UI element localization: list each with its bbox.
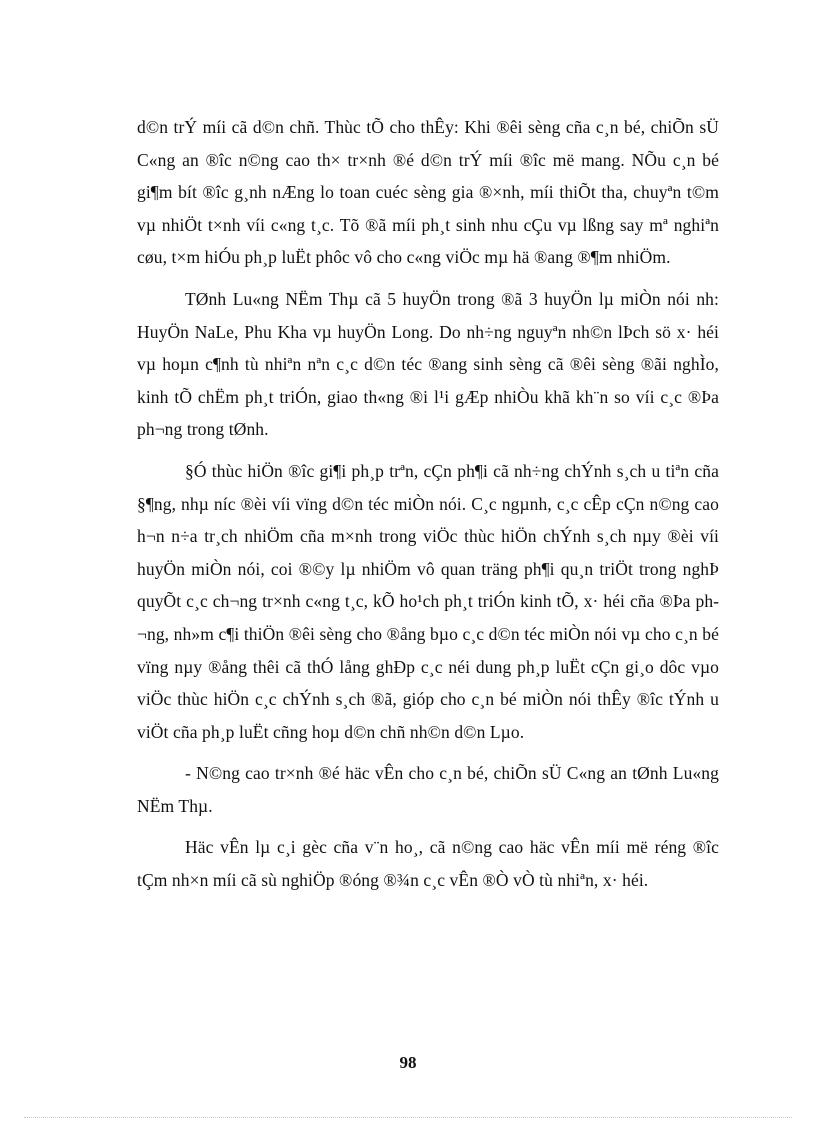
paragraph-2: TØnh Lu«ng NËm Thµ cã 5 huyÖn trong ®ã 3 huyÖn lµ miÒn nói nh: HuyÖn NaLe, Phu Kha vµ huyÖn Long. Do nh÷ng nguyªn nh©n lÞch sö x· héi vµ hoµn c¶nh tù nhiªn nªn c¸c d©n téc ®ang sinh sèng cã ®êi sèng ®ãi nghÌo, kinh tÕ chËm ph¸t triÓn, giao th«ng ®i l¹i gÆp nhiÒu khã kh¨n so víi c¸c ®Þa ph¬ng trong tØnh.	[137, 288, 719, 440]
paragraph-5: Häc vÊn lµ c¸i gèc cña v¨n ho¸, cã n©ng cao häc vÊn míi më réng ®îc tÇm nh×n míi cã sù nghiÖp ®óng ®¾n c¸c vÊn ®Ò vÒ tù nhiªn, x· héi.	[137, 837, 719, 891]
bottom-divider	[24, 1117, 792, 1118]
page-number: 98	[399, 1053, 417, 1072]
paragraph-4: - N©ng cao tr×nh ®é häc vÊn cho c¸n bé, chiÕn sÜ C«ng an tØnh Lu«ng NËm Thµ.	[137, 763, 719, 816]
body-text	[137, 111, 719, 906]
paragraph-3: §Ó thùc hiÖn ®îc gi¶i ph¸p trªn, cÇn ph¶i cã nh÷ng chÝnh s¸ch u tiªn cña §¶ng, nhµ níc ®èi víi vïng d©n téc miÒn nói. C¸c ngµnh, c¸c cÊp cÇn n©ng cao h¬n n÷a tr¸ch nhiÖm cña m×nh trong viÖc thùc hiÖn chÝnh s¸ch nµy ®èi víi huyÖn miÒn nói, coi ®©y lµ nhiÖm vô quan träng ph¶i qu¸n triÖt trong nghÞ quyÕt c¸c ch¬ng tr×nh c«ng t¸c, kÕ ho¹ch ph¸t triÓn kinh tÕ, x· héi cña ®Þa ph¬ng, nh»m c¶i thiÖn ®êi sèng cho ®ång bµo c¸c d©n téc miÒn nói vµ cho c¸n bé vïng nµy ®ång thêi cã thÓ lång ghÐp c¸c néi dung ph¸p luËt cÇn gi¸o dôc vµo viÖc thùc hiÖn c¸c chÝnh s¸ch ®ã, gióp cho c¸n bé miÒn nói thÊy ®îc tÝnh u viÖt cña ph¸p luËt cñng hoµ d©n chñ nh©n d©n Lµo.	[137, 460, 719, 742]
paragraph-1: d©n trÝ míi cã d©n chñ. Thùc tÕ cho thÊy: Khi ®êi sèng cña c¸n bé, chiÕn sÜ C«ng an ®îc n©ng cao th× tr×nh ®é d©n trÝ míi ®îc më mang. NÕu c¸n bé gi¶m bít ®îc g¸nh nÆng lo toan cuéc sèng gia ®×nh, míi thiÕt tha, chuyªn t©m vµ nhiÖt t×nh víi c«ng t¸c. Tõ ®ã míi ph¸t sinh nhu cÇu vµ lßng say mª nghiªn cøu, t×m hiÓu ph¸p luËt phôc vô cho c«ng viÖc mµ hä ®ang ®¶m nhiÖm.	[137, 117, 719, 268]
